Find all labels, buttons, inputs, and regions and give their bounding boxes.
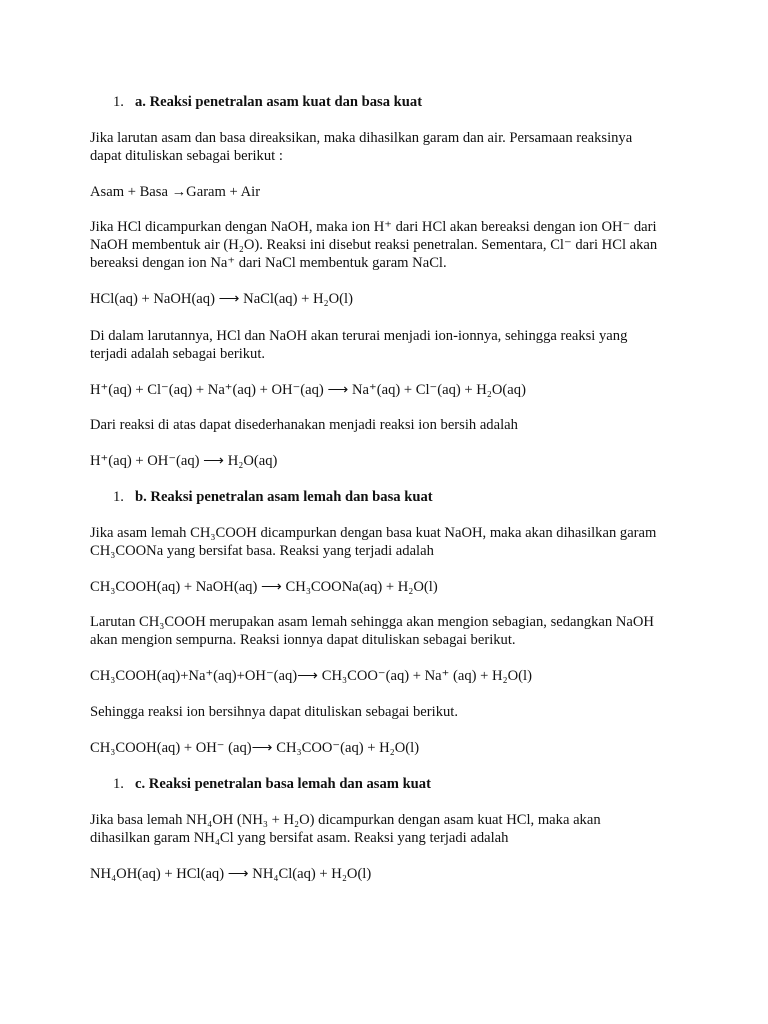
section-a-explanation-line-2: NaOH membentuk air (H₂O). Reaksi ini disebut reaksi penetralan. Sementara, Cl⁻ dari HCl akan xyxy=(90,237,658,253)
section-b-equation-1: CH₃COOH(aq) + NaOH(aq) ⟶ CH₃COONa(aq) + H₂O(l) xyxy=(90,579,438,595)
section-a-equation-1: HCl(aq) + NaOH(aq) ⟶ NaCl(aq) + H₂O(l) xyxy=(90,291,353,307)
section-b-equation-2: CH₃COOH(aq)+Na⁺(aq)+OH⁻(aq)⟶ CH₃COO⁻(aq) + Na⁺ (aq) + H₂O(l) xyxy=(90,668,532,684)
section-b-heading xyxy=(113,488,713,506)
section-a-explanation-line-1: Jika HCl dicampurkan dengan NaOH, maka ion H⁺ dari HCl akan bereaksi dengan ion OH⁻ dari xyxy=(90,219,657,235)
section-a-heading xyxy=(113,93,713,111)
section-a-general-equation: Asam + Basa →Garam + Air xyxy=(90,184,261,200)
list-number: 1. xyxy=(113,489,124,505)
section-b-ionization-line-2: akan mengion sempurna. Reaksi ionnya dapat dituliskan sebagai berikut. xyxy=(90,632,516,648)
section-a-ionization-line-2: terjadi adalah sebagai berikut. xyxy=(90,346,266,362)
section-b-ionization-line-1: Larutan CH₃COOH merupakan asam lemah sehingga akan mengion sebagian, sedangkan NaOH xyxy=(90,614,654,630)
heading-text: a. Reaksi penetralan asam kuat dan basa kuat xyxy=(135,94,423,110)
section-a-explanation-line-3: bereaksi dengan ion Na⁺ dari NaCl membentuk garam NaCl. xyxy=(90,255,447,271)
section-a-ionization-line-1: Di dalam larutannya, HCl dan NaOH akan terurai menjadi ion-ionnya, sehingga reaksi yang xyxy=(90,328,628,344)
section-a-equation-3: H⁺(aq) + OH⁻(aq) ⟶ H₂O(aq) xyxy=(90,453,278,469)
section-a-equation-2: H⁺(aq) + Cl⁻(aq) + Na⁺(aq) + OH⁻(aq) ⟶ Na⁺(aq) + Cl⁻(aq) + H₂O(aq) xyxy=(90,382,526,398)
heading-text: c. Reaksi penetralan basa lemah dan asam kuat xyxy=(135,776,431,792)
section-b-intro-line-1: Jika asam lemah CH₃COOH dicampurkan dengan basa kuat NaOH, maka akan dihasilkan garam xyxy=(90,525,657,541)
list-number: 1. xyxy=(113,94,124,110)
section-b-net-text: Sehingga reaksi ion bersihnya dapat dituliskan sebagai berikut. xyxy=(90,704,458,720)
section-c-intro-line-2: dihasilkan garam NH₄Cl yang bersifat asam. Reaksi yang terjadi adalah xyxy=(90,830,509,846)
section-a-intro-line-1: Jika larutan asam dan basa direaksikan, maka dihasilkan garam dan air. Persamaan reaksinya xyxy=(90,130,633,146)
heading-text: b. Reaksi penetralan asam lemah dan basa kuat xyxy=(135,489,433,505)
section-a-intro-line-2: dapat dituliskan sebagai berikut : xyxy=(90,148,283,164)
section-c-equation-1: NH₄OH(aq) + HCl(aq) ⟶ NH₄Cl(aq) + H₂O(l) xyxy=(90,866,372,882)
section-a-net-text: Dari reaksi di atas dapat disederhanakan menjadi reaksi ion bersih adalah xyxy=(90,417,518,433)
list-number: 1. xyxy=(113,776,124,792)
section-c-heading xyxy=(113,775,713,793)
section-b-equation-3: CH₃COOH(aq) + OH⁻ (aq)⟶ CH₃COO⁻(aq) + H₂O(l) xyxy=(90,740,420,756)
section-c-intro-line-1: Jika basa lemah NH₄OH (NH₃ + H₂O) dicampurkan dengan asam kuat HCl, maka akan xyxy=(90,812,601,828)
section-b-intro-line-2: CH₃COONa yang bersifat basa. Reaksi yang terjadi adalah xyxy=(90,543,434,559)
